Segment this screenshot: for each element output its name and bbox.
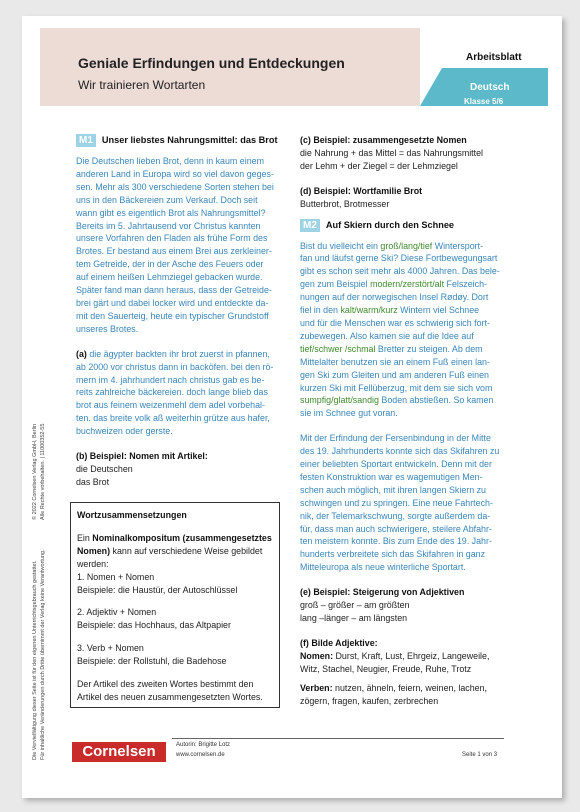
m1-title: Unser liebstes Nahrungsmittel: das Brot <box>101 135 278 145</box>
text-line <box>300 407 506 420</box>
text-line: Mitteleuropa als neue winterliche Sportart. <box>300 562 466 573</box>
footer-divider <box>172 738 504 739</box>
text-line: uns in den Bäckereien zum Verkauf. Doch seit <box>76 194 258 205</box>
subject-tab <box>420 28 548 106</box>
adjective-choice: tief/schwer /schmal <box>300 343 376 354</box>
adjective-choice: modern/zerstört/alt <box>370 279 445 290</box>
website-link[interactable]: www.cornelsen.de <box>176 752 225 758</box>
text-line: Die Deutschen lieben Brot, denn in kaum einem <box>76 156 264 166</box>
author-text: Autorin: Brigitte Lotz <box>176 742 231 748</box>
adjective-choice: groß/lang/tief <box>380 240 433 251</box>
b-title: (b) Beispiel: Nomen mit Artikel: <box>76 451 208 462</box>
text-line <box>300 278 506 291</box>
text-fragment: zubewegen. Also kamen sie auf die Idee auf <box>300 330 474 341</box>
text-line <box>300 317 506 330</box>
m2-text-2 <box>300 432 506 574</box>
text-fragment: Bretter zu steigen. Ab dem <box>375 343 483 354</box>
text-line: buchweizen oder gerste. <box>76 426 173 437</box>
text-line: ab 2000 vor christus dann in backöfen. bei den rö- <box>76 361 274 372</box>
text-fragment: fiel in den <box>300 305 341 316</box>
text-line <box>300 356 506 369</box>
worksheet-type-label: Arbeitsblatt <box>466 52 522 63</box>
b-examples <box>76 463 288 489</box>
adjective-choice: kalt/warm/kurz <box>340 305 398 316</box>
adjective-choice: sumpfig/glatt/sandig <box>300 395 379 406</box>
box-item3-example: Beispiele: der Rollstuhl, die Badehose <box>77 656 227 667</box>
f-title: (f) Bilde Adjektive: <box>300 637 378 648</box>
grade-label: Klasse 5/6 <box>464 97 504 106</box>
text-line: die Nahrung + das Mittel = das Nahrungsmittel <box>300 147 484 158</box>
text-line: ten meistern konnte. Bis zum Ende des 19. Jahr- <box>300 536 492 547</box>
subject-label: Deutsch <box>470 82 510 93</box>
text-line <box>300 252 506 265</box>
text-line <box>300 265 506 278</box>
f-nomen-2: Witz, Stachel, Neugier, Freude, Ruhe, Trotz <box>300 663 472 674</box>
copy-note-1: Die Vervielfältigung dieser Seite ist für den eigenen Unterrichtsgebrauch gestattet. <box>32 560 38 760</box>
text-line: reits zahlreiche bäckereien. doch lange blieb das <box>76 387 268 398</box>
page-number: Seite 1 von 3 <box>462 752 498 758</box>
box-outro: Der Artikel des zweiten Wortes bestimmt den Artikel des neuen zusammengesetzten Wortes. <box>77 679 263 702</box>
f-nomen: Nomen: Durst, Kraft, Lust, Ehrgeiz, Langeweile, <box>300 650 490 661</box>
page-title: Geniale Erfindungen und Entdeckungen <box>78 55 345 71</box>
text-line: nik, der Telemarkschwung, sorgte außerdem da- <box>300 510 491 521</box>
rights-text: Alle Rechte vorbehalten. | 11000352-55 <box>40 423 46 520</box>
f-verben-2: zögern, fragen, kaufen, zerbrechen <box>300 695 439 706</box>
text-fragment: sie im Schnee gut voran. <box>300 408 398 419</box>
text-line: Bereits im 5. Jahrtausend vor Christus kannten <box>76 220 261 231</box>
text-fragment: nungen auf der norwegischen Insel Rødøy. Dort <box>300 292 489 303</box>
text-line: hunderts verbreitete sich das Skifahren in ganz <box>300 549 486 560</box>
text-fragment: Wintern viel Schnee <box>397 305 480 316</box>
c-examples <box>300 147 506 173</box>
box-item2-example: Beispiele: das Hochhaus, das Altpapier <box>77 620 231 631</box>
box-item2-head: 2. Adjektiv + Nomen <box>77 607 157 618</box>
copyright-text: © 2022 Cornelsen Verlag GmbH, Berlin <box>32 423 38 520</box>
copy-note-2: Für inhaltliche Veränderungen durch Dritte übernimmt der Verlag keine Verantwortung. <box>40 549 46 760</box>
text-line: Mit der Erfindung der Fersenbindung in der Mitte <box>300 433 491 444</box>
text-line: Später fand man dann heraus, dass der Getreide- <box>76 285 272 296</box>
text-line: mit den Sauerteig, heute ein typischer Grundstoff <box>76 310 269 321</box>
text-line: unseres Brotes. <box>76 323 139 334</box>
box-item1-example: Beispiele: die Haustür, der Autoschlüssel <box>77 584 238 595</box>
text-fragment: Mittelalter benutzen sie an einem Fuß einen lan- <box>300 356 490 367</box>
m1-badge: M1 <box>76 134 96 147</box>
left-column <box>76 134 288 489</box>
text-line: tem Getreide, der in der Asche des Feuers oder <box>76 259 264 270</box>
e-title: (e) Beispiel: Steigerung von Adjektiven <box>300 587 465 598</box>
text-line <box>300 304 506 317</box>
text-fragment: gen zum Beispiel <box>300 279 371 290</box>
text-line <box>300 343 506 356</box>
text-line: sen. Mehr als 300 verschiedene Sorten stehen bei <box>76 181 274 192</box>
text-line: die ägypter backten ihr brot zuerst in pfannen, <box>86 348 270 359</box>
text-line <box>300 330 506 343</box>
text-line <box>300 394 506 407</box>
m1-part-a: (a) die ägypter backten ihr brot zuerst in pfannen, ab 2000 vor christus dann in backöfen. bei den rö- mern im 4. jahrhundert nach christus gab es be- reits zahlreiche bäckereien. doch lange blieb das brot aus feinem weizenmehl dem adel vorbehal- ten. das breite volk aß weiterhin grütze aus hafer, buchweizen oder gerste. <box>76 348 274 437</box>
right-column <box>300 134 506 707</box>
text-line: unsere Vorfahren den Fladen als frühe Form des <box>76 233 268 244</box>
text-line: für, dass man auch schwierigere, steilere Abfahr- <box>300 523 492 534</box>
text-line: auf einem heißen Lehmziegel gebacken wurde. <box>76 272 263 283</box>
text-line: brot aus feinem weizenmehl dem adel vorbehal- <box>76 400 265 411</box>
text-line: wann gibt es eigentlich Brot als Nahrungsmittel? <box>76 207 266 218</box>
box-title: Wortzusammensetzungen <box>77 510 187 520</box>
box-item3-head: 3. Verb + Nomen <box>77 643 144 654</box>
f-verben: Verben: nutzen, ähneln, feiern, weinen, lachen, <box>300 682 487 693</box>
m1-text <box>76 155 288 336</box>
text-fragment: Wintersport- <box>432 240 484 251</box>
text-line: schwingen und zu springen. Eine neue Fahrtech- <box>300 497 493 508</box>
text-fragment: Bist du vielleicht ein <box>300 240 381 251</box>
text-line: das Brot <box>76 476 110 487</box>
c-title: (c) Beispiel: zusammengesetzte Nomen <box>300 135 467 145</box>
text-fragment: und für die Menschen war es schwierig sich fort- <box>300 317 490 328</box>
text-line: der Lehm + der Ziegel = der Lehmziegel <box>300 160 458 171</box>
box-intro: Ein Nominalkompositum (zusammengesetztes Nomen) kann auf verschiedene Weise gebildet werden: <box>77 532 272 569</box>
text-line <box>300 382 506 395</box>
text-line: lang –länger – am längsten <box>300 613 408 623</box>
text-line: ten. das breite volk aß weiterhin grütze aus hafer, <box>76 413 270 424</box>
page-subtitle: Wir trainieren Wortarten <box>78 78 206 92</box>
m2-title: Auf Skiern durch den Schnee <box>325 219 455 230</box>
info-box-compounds <box>70 502 280 708</box>
box-item1-head: 1. Nomen + Nomen <box>77 571 155 582</box>
text-line <box>300 291 506 304</box>
text-line: festen Konstruktion war es wagemutigen Men- <box>300 471 483 482</box>
text-line <box>300 240 506 253</box>
text-fragment: gen Ski zum Gleiten und am anderen Fuß einen <box>300 369 489 380</box>
d-title: (d) Beispiel: Wortfamilie Brot <box>300 185 423 196</box>
text-line: mern im 4. jahrhundert nach christus gab es be- <box>76 374 265 385</box>
text-line: des 19. Jahrhunderts konnte sich das Skifahren zu <box>300 446 500 457</box>
text-fragment: Felszeich- <box>444 279 487 290</box>
text-fragment: gibt es schon seit mehr als 4000 Jahren. Das bele- <box>300 266 500 277</box>
text-fragment: kurzen Ski mit Fellüberzug, mit dem sie sich vom <box>300 382 493 393</box>
text-line: die Deutschen <box>76 463 133 474</box>
m2-text-1 <box>300 240 506 421</box>
text-line: groß – größer – am größten <box>300 600 410 611</box>
cornelsen-logo: Cornelsen <box>72 742 166 762</box>
text-fragment: fan und läufst gerne Ski? Diese Fortbewegungsart <box>300 253 498 264</box>
text-line: brei gärt und dabei locker wird und entdeckte da- <box>76 297 269 308</box>
d-example: Butterbrot, Brotmesser <box>300 198 390 209</box>
text-line: schen auch möglich, mit ihren langen Skiern zu <box>300 484 486 495</box>
text-line: anderen Land in Europa wird so viel davon geges- <box>76 168 274 179</box>
text-line: Brotes. Er bestand aus einem Brei aus zerkleiner- <box>76 246 272 257</box>
m2-badge: M2 <box>300 219 320 232</box>
text-fragment: Boden abstießen. So kamen <box>378 395 494 406</box>
e-examples <box>300 599 506 625</box>
text-line <box>300 369 506 382</box>
text-line: einer beliebten Sportart entwickeln. Denn mit der <box>300 459 492 470</box>
